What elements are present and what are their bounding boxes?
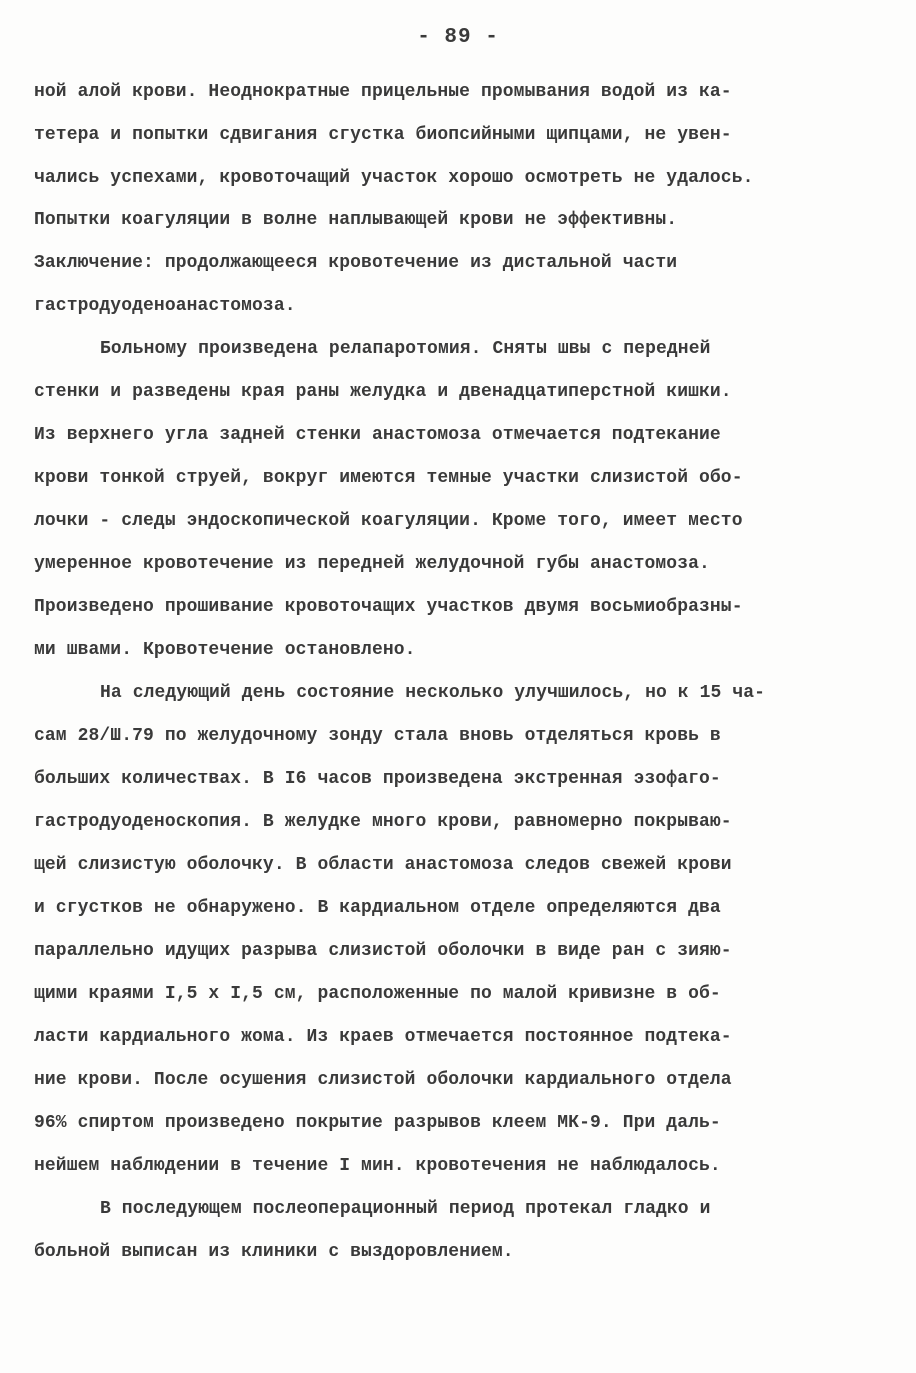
text-line: 96% спиртом произведено покрытие разрывов клеем МК-9. При даль- xyxy=(34,1113,721,1133)
page-number: - 89 - xyxy=(417,26,499,49)
text-line: крови тонкой струей, вокруг имеются темные участки слизистой обо- xyxy=(34,468,743,488)
text-line: лочки - следы эндоскопической коагуляции. Кроме того, имеет место xyxy=(34,511,743,531)
text-line: ласти кардиального жома. Из краев отмечается постоянное подтека- xyxy=(34,1027,732,1047)
text-line: сам 28/Ш.79 по желудочному зонду стала вновь отделяться кровь в xyxy=(34,726,721,746)
text-line: Из верхнего угла задней стенки анастомоза отмечается подтекание xyxy=(34,425,721,445)
text-line: умеренное кровотечение из передней желудочной губы анастомоза. xyxy=(34,554,710,574)
text-line: чались успехами, кровоточащий участок хорошо осмотреть не удалось. xyxy=(34,168,754,188)
text-line: стенки и разведены края раны желудка и двенадцатиперстной кишки. xyxy=(34,382,732,402)
text-line: больной выписан из клиники с выздоровлением. xyxy=(34,1242,514,1262)
paragraph-first-line: Больному произведена релапаротомия. Сняты швы с передней xyxy=(100,339,711,359)
text-line: щими краями I,5 х I,5 см, расположенные по малой кривизне в об- xyxy=(34,984,721,1004)
paragraph-first-line: На следующий день состояние несколько улучшилось, но к 15 ча- xyxy=(100,683,766,703)
text-line: ние крови. После осушения слизистой оболочки кардиального отдела xyxy=(34,1070,732,1090)
text-line: параллельно идущих разрыва слизистой оболочки в виде ран с зияю- xyxy=(34,941,732,961)
text-line: ной алой крови. Неоднократные прицельные промывания водой из ка- xyxy=(34,82,732,102)
text-line: Произведено прошивание кровоточащих участков двумя восьмиобразны- xyxy=(34,597,743,617)
text-line: щей слизистую оболочку. В области анастомоза следов свежей крови xyxy=(34,855,732,875)
text-line: Заключение: продолжающееся кровотечение из дистальной части xyxy=(34,253,678,273)
text-line: больших количествах. В I6 часов произведена экстренная эзофаго- xyxy=(34,769,721,789)
text-line: гастродуоденоанастомоза. xyxy=(34,296,296,316)
text-line: и сгустков не обнаружено. В кардиальном отделе определяются два xyxy=(34,898,721,918)
text-line: тетера и попытки сдвигания сгустка биопсийными щипцами, не увен- xyxy=(34,125,732,145)
paragraph-first-line: В последующем послеоперационный период протекал гладко и xyxy=(100,1199,711,1219)
text-line: ми швами. Кровотечение остановлено. xyxy=(34,640,416,660)
text-line: нейшем наблюдении в течение I мин. кровотечения не наблюдалось. xyxy=(34,1156,721,1176)
text-line: Попытки коагуляции в волне наплывающей крови не эффективны. xyxy=(34,210,678,230)
text-line: гастродуоденоскопия. В желудке много крови, равномерно покрываю- xyxy=(34,812,732,832)
